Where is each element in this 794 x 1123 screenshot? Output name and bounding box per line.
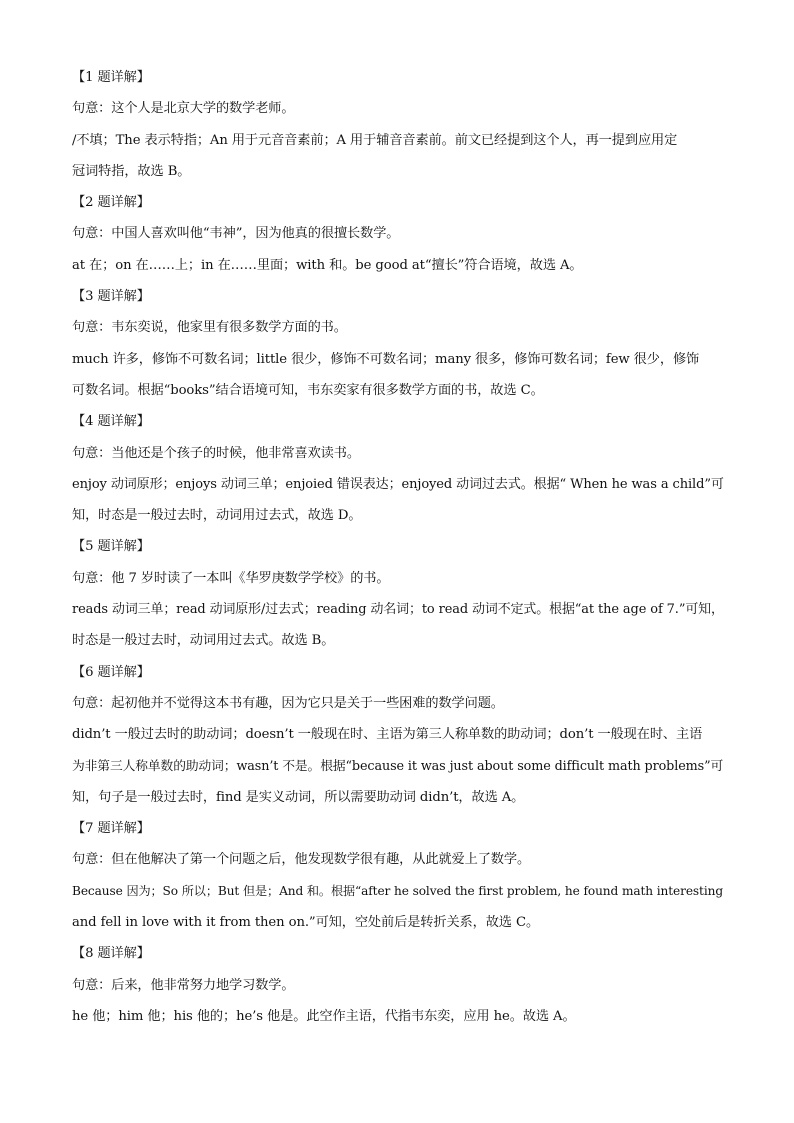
explanation-line: 句意：这个人是北京大学的数学老师。: [72, 101, 295, 117]
question-heading: 【3 题详解】: [72, 289, 150, 305]
explanation-line: much 许多，修饰不可数名词；little 很少，修饰不可数名词；many 很多，修饰可数名词；few 很少，修饰: [72, 351, 700, 367]
explanation-line: enjoy 动词原形；enjoys 动词三单；enjoied 错误表达；enjoyed 动词过去式。根据“ When he was a child”可: [72, 476, 724, 492]
question-heading: 【6 题详解】: [72, 664, 150, 680]
question-heading: 【1 题详解】: [72, 70, 150, 85]
explanation-line: 句意：后来，他非常努力地学习数学。: [72, 977, 295, 993]
explanation-line: didn’t 一般过去时的助动词；doesn’t 一般现在时、主语为第三人称单数的助动词；don’t 一般现在时、主语: [72, 727, 703, 743]
explanation-line: 时态是一般过去时，动词用过去式。故选 B。: [72, 633, 335, 649]
explanation-line: 为非第三人称单数的助动词；wasn’t 不是。根据“because it was just about some difficult math problems”可: [72, 758, 724, 774]
explanation-line: 知，时态是一般过去时，动词用过去式，故选 D。: [72, 508, 362, 524]
explanation-line: 句意：但在他解决了第一个问题之后，他发现数学很有趣，从此就爱上了数学。: [72, 852, 531, 868]
question-heading: 【4 题详解】: [72, 414, 150, 430]
question-heading: 【8 题详解】: [72, 946, 150, 962]
question-heading: 【5 题详解】: [72, 539, 150, 555]
question-heading: 【2 题详解】: [72, 195, 150, 211]
explanation-line: 句意：他 7 岁时读了一本叫《华罗庚数学学校》的书。: [72, 570, 390, 586]
explanation-line: 句意：韦东奕说，他家里有很多数学方面的书。: [72, 320, 347, 336]
question-heading: 【7 题详解】: [72, 821, 150, 837]
explanation-line: 句意：当他还是个孩子的时候，他非常喜欢读书。: [72, 445, 360, 461]
explanation-line: at 在；on 在……上；in 在……里面；with 和。be good at“擅长”符合语境，故选 A。: [72, 257, 583, 273]
explanation-line: 可数名词。根据“books”结合语境可知，韦东奕家有很多数学方面的书，故选 C。: [72, 382, 544, 398]
explanation-line: /不填；The 表示特指；An 用于元音音素前；A 用于辅音音素前。前文已经提到这个人，再一提到应用定: [72, 132, 678, 148]
explanation-line: 冠词特指，故选 B。: [72, 163, 191, 179]
explanation-line: 知，句子是一般过去时，find 是实义动词，所以需要助动词 didn’t，故选 A。: [72, 789, 525, 805]
explanation-line: Because 因为；So 所以；But 但是；And 和。根据“after he solved the first problem, he found math interesting: [72, 883, 723, 898]
explanation-line: he 他；him 他；his 他的；he’s 他是。此空作主语，代指韦东奕，应用 he。故选 A。: [72, 1008, 576, 1024]
explanation-line: 句意：起初他并不觉得这本书有趣，因为它只是关于一些困难的数学问题。: [72, 695, 504, 711]
explanation-line: reads 动词三单；read 动词原形/过去式；reading 动名词；to read 动词不定式。根据“at the age of 7.”可知，: [72, 602, 724, 618]
explanation-line: 句意：中国人喜欢叫他“韦神”，因为他真的很擅长数学。: [72, 226, 400, 242]
explanation-line: and fell in love with it from then on.”可知，空处前后是转折关系，故选 C。: [72, 915, 540, 931]
answer-explanations: [72, 62, 724, 1032]
